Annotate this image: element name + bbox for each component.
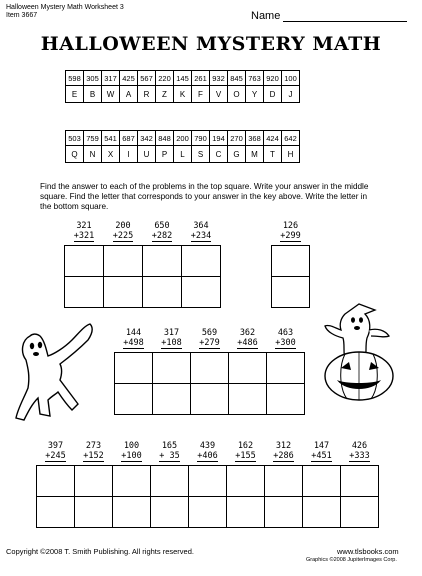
key-number-cell: 270 (228, 131, 246, 146)
key-number-cell: 200 (174, 131, 192, 146)
answer-box[interactable] (104, 246, 143, 277)
addend-top: 126 (282, 221, 299, 231)
addend-top: 569 (201, 328, 218, 338)
letter-box[interactable] (75, 497, 113, 528)
answer-box-row (115, 353, 305, 384)
key-number-cell: 145 (174, 71, 192, 86)
addition-problem (113, 441, 151, 466)
answer-box[interactable] (272, 246, 310, 277)
copyright-text: Copyright ©2008 T. Smith Publishing. All rights reserved. (6, 547, 194, 556)
answer-box[interactable] (75, 466, 113, 497)
letter-box-row (37, 497, 379, 528)
key-letter-cell: G (228, 146, 246, 163)
addend-top: 463 (277, 328, 294, 338)
answer-box[interactable] (267, 353, 305, 384)
letter-box[interactable] (227, 497, 265, 528)
letter-box[interactable] (265, 497, 303, 528)
key-letter-cell: H (282, 146, 300, 163)
key-letter-cell: N (84, 146, 102, 163)
key-letter-cell: J (282, 86, 300, 103)
addition-problem (75, 441, 113, 466)
answer-box[interactable] (65, 246, 104, 277)
answer-box[interactable] (189, 466, 227, 497)
addition-problem (65, 221, 104, 246)
letter-key-table-1 (65, 70, 300, 103)
letter-key-table-2 (65, 130, 300, 163)
letter-box-row (272, 277, 310, 308)
addend-bottom: +498 (123, 338, 144, 348)
addition-problem (191, 328, 229, 353)
addend-top: 200 (115, 221, 131, 231)
problem-row (115, 328, 305, 353)
key-number-cell: 194 (210, 131, 228, 146)
addend-bottom: +225 (112, 231, 134, 241)
key-number-cell: 100 (282, 71, 300, 86)
letter-box[interactable] (267, 384, 305, 415)
letter-box[interactable] (115, 384, 153, 415)
addend-top: 312 (275, 441, 292, 451)
key-number-cell: 424 (264, 131, 282, 146)
ghost-illustration (10, 318, 102, 426)
addend-bottom: +486 (237, 338, 258, 348)
letter-box[interactable] (191, 384, 229, 415)
key-number-cell: 503 (66, 131, 84, 146)
letter-box[interactable] (189, 497, 227, 528)
answer-box[interactable] (227, 466, 265, 497)
letter-box[interactable] (153, 384, 191, 415)
key-number-cell: 845 (228, 71, 246, 86)
answer-box[interactable] (303, 466, 341, 497)
addition-problem (104, 221, 143, 246)
key-letter-cell: Z (156, 86, 174, 103)
item-number: Item 3667 (6, 12, 38, 19)
problem-grid-single (271, 221, 310, 308)
letter-box[interactable] (272, 277, 310, 308)
key-number-cell: 317 (102, 71, 120, 86)
letter-box[interactable] (65, 277, 104, 308)
addend-bottom: +286 (273, 451, 294, 461)
key-letter-cell: D (264, 86, 282, 103)
key-letter-cell: B (84, 86, 102, 103)
addition-problem (151, 441, 189, 466)
addend-bottom: +451 (311, 451, 332, 461)
addend-bottom: +100 (121, 451, 142, 461)
name-label: Name (251, 10, 281, 22)
addend-top: 100 (123, 441, 140, 451)
addend-top: 426 (351, 441, 368, 451)
key-number-cell: 790 (192, 131, 210, 146)
letter-box[interactable] (151, 497, 189, 528)
graphics-credit: Graphics ©2008 JupiterImages Corp. (306, 557, 397, 563)
addend-bottom: +152 (83, 451, 104, 461)
addend-bottom: +321 (73, 231, 95, 241)
key-number-cell: 920 (264, 71, 282, 86)
letter-box-row (115, 384, 305, 415)
problem-grid-row-1 (64, 221, 221, 308)
letter-box-row (65, 277, 221, 308)
addition-problem (267, 328, 305, 353)
addition-problem (227, 441, 265, 466)
answer-box[interactable] (151, 466, 189, 497)
addend-top: 144 (125, 328, 142, 338)
key-letter-cell: L (174, 146, 192, 163)
addition-problem (265, 441, 303, 466)
problem-row (37, 441, 379, 466)
key-number-cell: 932 (210, 71, 228, 86)
key-letter-cell: O (228, 86, 246, 103)
addition-problem (115, 328, 153, 353)
answer-box[interactable] (229, 353, 267, 384)
key-letters-row (66, 86, 300, 103)
addition-problem (229, 328, 267, 353)
answer-box[interactable] (265, 466, 303, 497)
letter-box[interactable] (229, 384, 267, 415)
key-letter-cell: R (138, 86, 156, 103)
answer-box[interactable] (153, 353, 191, 384)
problem-grid-row-3 (36, 441, 379, 528)
key-number-cell: 425 (120, 71, 138, 86)
addition-problem (143, 221, 182, 246)
key-letter-cell: A (120, 86, 138, 103)
addend-bottom: +333 (349, 451, 370, 461)
answer-box[interactable] (182, 246, 221, 277)
key-number-cell: 687 (120, 131, 138, 146)
key-number-cell: 598 (66, 71, 84, 86)
key-letter-cell: T (264, 146, 282, 163)
key-number-cell: 763 (246, 71, 264, 86)
key-letters-row (66, 146, 300, 163)
name-line[interactable] (283, 21, 407, 22)
key-letter-cell: I (120, 146, 138, 163)
key-number-cell: 567 (138, 71, 156, 86)
addend-top: 397 (47, 441, 64, 451)
key-letter-cell: K (174, 86, 192, 103)
website-text: www.tlsbooks.com (337, 547, 399, 556)
key-number-cell: 305 (84, 71, 102, 86)
addend-top: 650 (154, 221, 170, 231)
key-number-cell: 759 (84, 131, 102, 146)
addition-problem (189, 441, 227, 466)
answer-box-row (37, 466, 379, 497)
key-number-cell: 848 (156, 131, 174, 146)
addend-top: 321 (76, 221, 92, 231)
answer-box[interactable] (341, 466, 379, 497)
key-letter-cell: Y (246, 86, 264, 103)
addend-top: 147 (313, 441, 330, 451)
answer-box[interactable] (191, 353, 229, 384)
key-numbers-row (66, 131, 300, 146)
key-number-cell: 642 (282, 131, 300, 146)
addend-top: 273 (85, 441, 102, 451)
key-letter-cell: W (102, 86, 120, 103)
letter-box[interactable] (104, 277, 143, 308)
addend-bottom: +282 (151, 231, 173, 241)
answer-box[interactable] (37, 466, 75, 497)
addition-problem (182, 221, 221, 246)
addition-problem (341, 441, 379, 466)
key-number-cell: 261 (192, 71, 210, 86)
addend-bottom: +108 (161, 338, 182, 348)
key-letter-cell: U (138, 146, 156, 163)
addend-bottom: +279 (199, 338, 220, 348)
key-letter-cell: E (66, 86, 84, 103)
key-letter-cell: V (210, 86, 228, 103)
answer-box[interactable] (115, 353, 153, 384)
problem-row (65, 221, 221, 246)
addend-bottom: + 35 (159, 451, 180, 461)
key-number-cell: 541 (102, 131, 120, 146)
key-letter-cell: P (156, 146, 174, 163)
key-number-cell: 368 (246, 131, 264, 146)
letter-box[interactable] (341, 497, 379, 528)
addition-problem (153, 328, 191, 353)
addition-problem (303, 441, 341, 466)
addend-bottom: +300 (275, 338, 296, 348)
problem-row (272, 221, 310, 246)
letter-box[interactable] (182, 277, 221, 308)
answer-box[interactable] (143, 246, 182, 277)
key-letter-cell: F (192, 86, 210, 103)
addition-problem (272, 221, 310, 246)
key-numbers-row (66, 71, 300, 86)
addend-top: 162 (237, 441, 254, 451)
letter-box[interactable] (303, 497, 341, 528)
letter-box[interactable] (113, 497, 151, 528)
problem-grid-row-2 (114, 328, 305, 415)
addend-bottom: +406 (197, 451, 218, 461)
addend-bottom: +234 (190, 231, 212, 241)
addend-top: 439 (199, 441, 216, 451)
key-letter-cell: M (246, 146, 264, 163)
key-letter-cell: X (102, 146, 120, 163)
addition-problem (37, 441, 75, 466)
page-title: HALLOWEEN MYSTERY MATH (40, 33, 382, 55)
addend-top: 165 (161, 441, 178, 451)
addend-top: 362 (239, 328, 256, 338)
answer-box-row (272, 246, 310, 277)
pumpkin-ghost-illustration (315, 296, 407, 404)
addend-bottom: +299 (280, 231, 301, 241)
key-letter-cell: Q (66, 146, 84, 163)
answer-box-row (65, 246, 221, 277)
addend-bottom: +155 (235, 451, 256, 461)
addend-top: 364 (193, 221, 209, 231)
key-number-cell: 220 (156, 71, 174, 86)
instructions: Find the answer to each of the problems in the top square. Write your answer in the middle square. Find the letter that corresponds to your answer in the key above. Write the letter in the bottom square. (40, 182, 369, 211)
letter-box[interactable] (37, 497, 75, 528)
worksheet-title: Halloween Mystery Math Worksheet 3 (6, 4, 124, 11)
letter-box[interactable] (143, 277, 182, 308)
key-letter-cell: S (192, 146, 210, 163)
addend-top: 317 (163, 328, 180, 338)
answer-box[interactable] (113, 466, 151, 497)
key-letter-cell: C (210, 146, 228, 163)
key-number-cell: 342 (138, 131, 156, 146)
addend-bottom: +245 (45, 451, 66, 461)
